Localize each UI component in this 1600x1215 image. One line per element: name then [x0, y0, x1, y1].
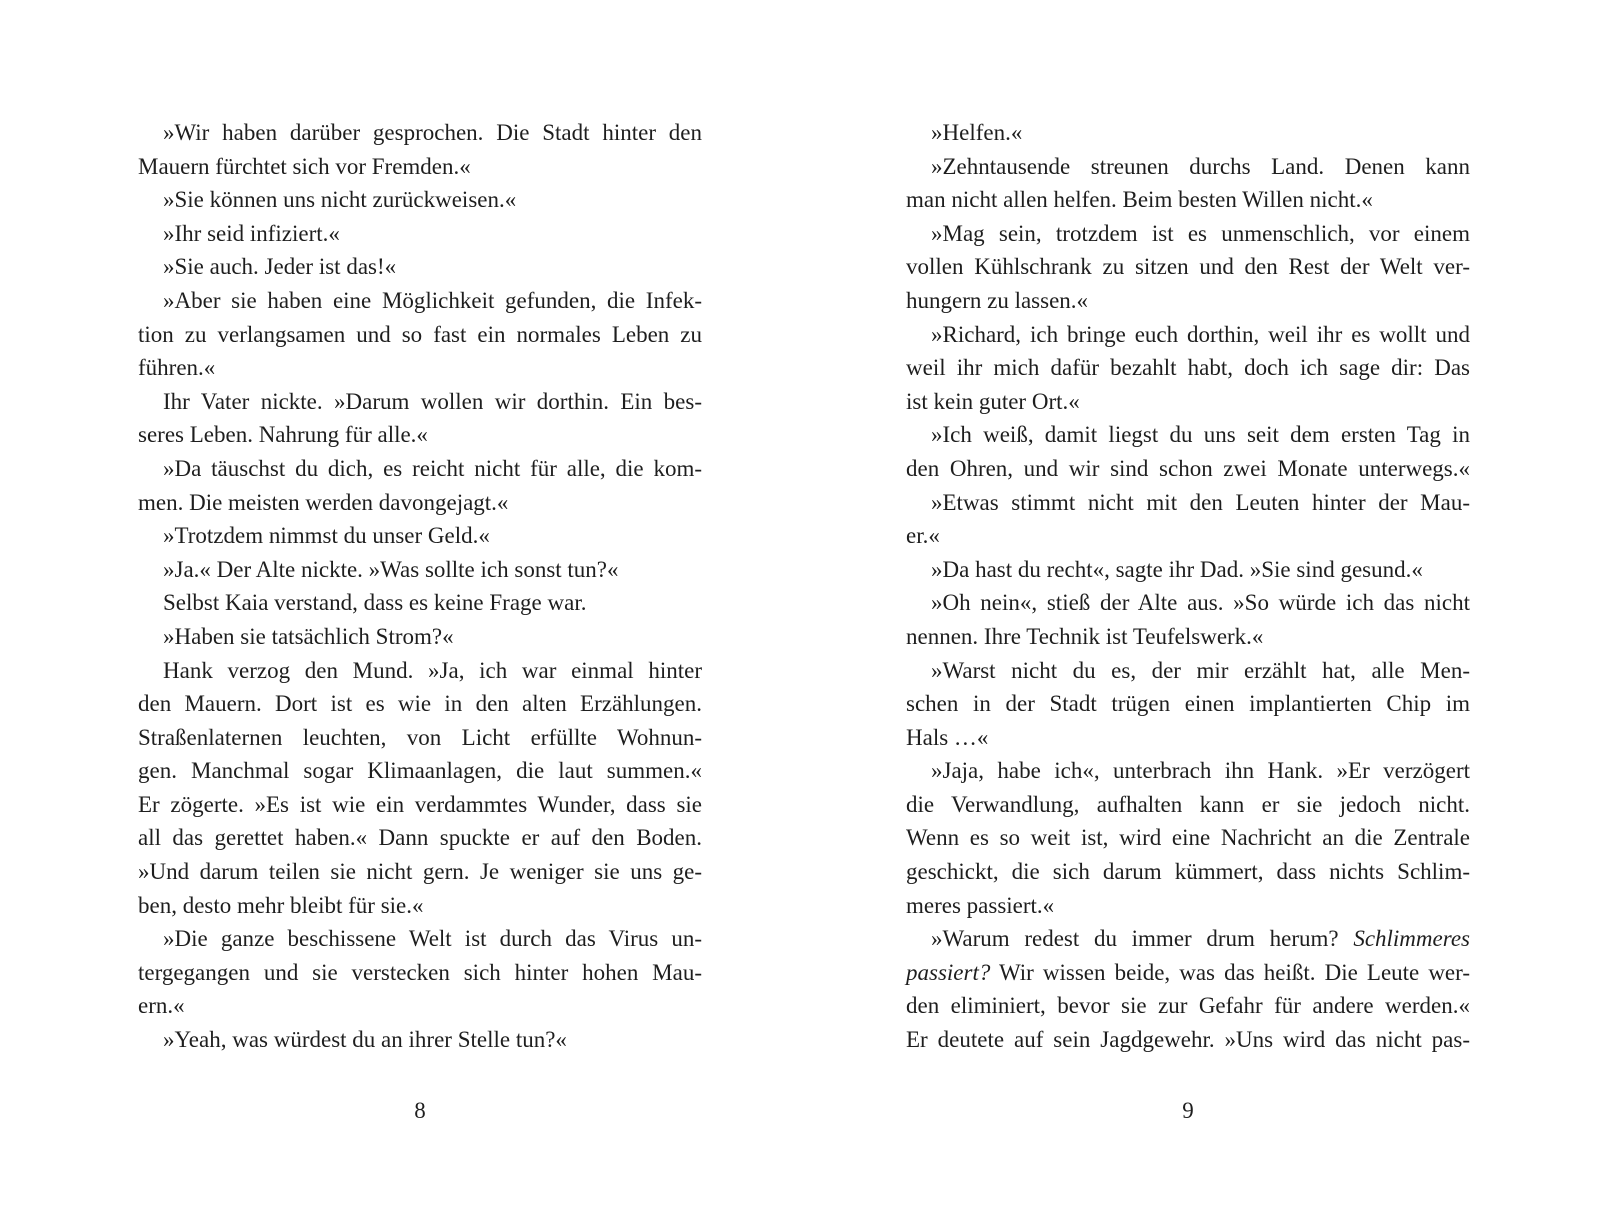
text-line — [138, 486, 702, 520]
line-text: die Verwandlung, aufhalten kann er sie jedoch nicht. — [906, 791, 1470, 817]
text-line — [906, 1023, 1470, 1057]
text-line — [138, 620, 702, 654]
text-line — [138, 183, 702, 217]
line-text: Er zögerte. »Es ist wie ein verdammtes Wunder, dass sie — [138, 791, 702, 817]
text-line — [906, 620, 1470, 654]
text-line — [138, 654, 702, 688]
text-line — [138, 418, 702, 452]
text-line — [138, 452, 702, 486]
line-text: den Ohren, und wir sind schon zwei Monate unterwegs.« — [906, 455, 1470, 481]
text-line — [138, 284, 702, 318]
line-text: ist kein guter Ort.« — [906, 388, 1080, 414]
line-text: Hank verzog den Mund. »Ja, ich war einmal hinter — [163, 657, 702, 683]
text-line — [138, 351, 702, 385]
text-line — [906, 553, 1470, 587]
line-text: »Trotzdem nimmst du unser Geld.« — [163, 523, 490, 549]
text-line — [906, 754, 1470, 788]
text-line — [906, 586, 1470, 620]
text-line — [906, 989, 1470, 1023]
line-text: Er deutete auf sein Jagdgewehr. »Uns wird das nicht pas- — [906, 1027, 1470, 1053]
text-line — [906, 721, 1470, 755]
text-line — [906, 519, 1470, 553]
line-text: nennen. Ihre Technik ist Teufelswerk.« — [906, 623, 1264, 649]
line-text: Wir wissen beide, was das heißt. Die Leute wer- — [990, 959, 1470, 985]
line-text: den Mauern. Dort ist es wie in den alten Erzählungen. — [138, 691, 702, 717]
line-text: »Haben sie tatsächlich Strom?« — [163, 623, 454, 649]
line-text: den eliminiert, bevor sie zur Gefahr für andere werden.« — [906, 993, 1470, 1019]
line-text: »Helfen.« — [931, 120, 1023, 145]
text-line — [906, 654, 1470, 688]
text-line — [906, 956, 1470, 990]
line-text: »Ich weiß, damit liegst du uns seit dem ersten Tag in — [931, 422, 1470, 448]
text-line — [906, 116, 1470, 150]
line-text: ern.« — [138, 993, 185, 1019]
line-text: gen. Manchmal sogar Klimaanlagen, die laut summen.« — [138, 758, 702, 784]
text-line — [138, 250, 702, 284]
text-line — [906, 250, 1470, 284]
line-text: »Sie können uns nicht zurückweisen.« — [163, 187, 517, 213]
right-page-text — [906, 116, 1470, 1057]
line-text: Selbst Kaia verstand, dass es keine Frage war. — [163, 590, 587, 616]
line-text: geschickt, die sich darum kümmert, dass nichts Schlim- — [906, 859, 1470, 885]
text-line — [906, 452, 1470, 486]
line-text: »Mag sein, trotzdem ist es unmenschlich, vor einem — [931, 220, 1470, 246]
text-line — [906, 788, 1470, 822]
line-text: »Zehntausende streunen durchs Land. Denen kann — [931, 153, 1470, 179]
text-line — [906, 486, 1470, 520]
line-text: »Oh nein«, stieß der Alte aus. »So würde ich das nicht — [931, 590, 1470, 616]
left-page-text — [138, 116, 702, 1057]
text-line — [138, 821, 702, 855]
line-text: weil ihr mich dafür bezahlt habt, doch ich sage dir: Das — [906, 355, 1470, 381]
italic-text: passiert? — [906, 959, 991, 985]
text-line — [906, 183, 1470, 217]
line-text: »Sie auch. Jeder ist das!« — [163, 254, 397, 280]
line-text: hungern zu lassen.« — [906, 287, 1089, 313]
page-number-right: 9 — [1182, 1098, 1194, 1123]
line-text: »Die ganze beschissene Welt ist durch das Virus un- — [163, 926, 702, 952]
text-line — [138, 956, 702, 990]
line-text: Ihr Vater nickte. »Darum wollen wir dorthin. Ein bes- — [163, 388, 702, 414]
line-text: Wenn es so weit ist, wird eine Nachricht an die Zentrale — [906, 825, 1470, 851]
text-line — [906, 855, 1470, 889]
text-line — [138, 217, 702, 251]
page-number-left: 8 — [414, 1098, 426, 1123]
line-text: »Warum redest du immer drum herum? — [931, 926, 1354, 952]
line-text: »Aber sie haben eine Möglichkeit gefunden, die Infek- — [163, 287, 702, 313]
text-line — [906, 217, 1470, 251]
text-line — [138, 922, 702, 956]
line-text: man nicht allen helfen. Beim besten Willen nicht.« — [906, 187, 1373, 213]
text-line — [906, 889, 1470, 923]
line-text: ben, desto mehr bleibt für sie.« — [138, 892, 424, 918]
text-line — [138, 788, 702, 822]
text-line — [906, 922, 1470, 956]
line-text: »Ja.« Der Alte nickte. »Was sollte ich sonst tun?« — [163, 556, 619, 582]
line-text: »Wir haben darüber gesprochen. Die Stadt hinter den — [163, 120, 702, 145]
text-line — [138, 553, 702, 587]
line-text: schen in der Stadt trügen einen implantierten Chip im — [906, 691, 1470, 717]
line-text: »Yeah, was würdest du an ihrer Stelle tun?« — [163, 1027, 567, 1053]
line-text: tion zu verlangsamen und so fast ein normales Leben zu — [138, 321, 702, 347]
text-line — [138, 687, 702, 721]
line-text: »Jaja, habe ich«, unterbrach ihn Hank. »Er verzögert — [931, 758, 1470, 784]
text-line — [138, 318, 702, 352]
text-line — [138, 889, 702, 923]
text-line — [138, 989, 702, 1023]
text-line — [906, 385, 1470, 419]
line-text: er.« — [906, 523, 940, 549]
text-line — [906, 351, 1470, 385]
text-line — [138, 721, 702, 755]
text-line — [138, 855, 702, 889]
text-line — [138, 116, 702, 150]
text-line — [906, 318, 1470, 352]
text-line — [138, 1023, 702, 1057]
text-line — [138, 586, 702, 620]
line-text: »Richard, ich bringe euch dorthin, weil ihr es wollt und — [931, 321, 1470, 347]
text-line — [906, 418, 1470, 452]
line-text: »Etwas stimmt nicht mit den Leuten hinter der Mau- — [931, 489, 1470, 515]
line-text: tergegangen und sie verstecken sich hinter hohen Mau- — [138, 959, 702, 985]
line-text: all das gerettet haben.« Dann spuckte er auf den Boden. — [138, 825, 702, 851]
text-line — [138, 754, 702, 788]
text-line — [138, 519, 702, 553]
text-line — [906, 687, 1470, 721]
line-text: »Ihr seid infiziert.« — [163, 220, 340, 246]
text-line — [906, 284, 1470, 318]
line-text: Straßenlaternen leuchten, von Licht erfüllte Wohnun- — [138, 724, 702, 750]
text-line — [138, 385, 702, 419]
line-text: »Da täuschst du dich, es reicht nicht für alle, die kom- — [163, 455, 702, 481]
line-text: vollen Kühlschrank zu sitzen und den Rest der Welt ver- — [906, 254, 1470, 280]
line-text: führen.« — [138, 355, 216, 381]
line-text: seres Leben. Nahrung für alle.« — [138, 422, 428, 448]
line-text: »Und darum teilen sie nicht gern. Je weniger sie uns ge- — [138, 859, 702, 885]
text-line — [906, 821, 1470, 855]
line-text: Mauern fürchtet sich vor Fremden.« — [138, 153, 471, 179]
italic-text: Schlimmeres — [1353, 926, 1470, 952]
line-text: Hals …« — [906, 724, 989, 750]
text-line — [138, 150, 702, 184]
line-text: »Da hast du recht«, sagte ihr Dad. »Sie sind gesund.« — [931, 556, 1423, 582]
text-line — [906, 150, 1470, 184]
line-text: meres passiert.« — [906, 892, 1055, 918]
line-text: men. Die meisten werden davongejagt.« — [138, 489, 509, 515]
line-text: »Warst nicht du es, der mir erzählt hat, alle Men- — [931, 657, 1470, 683]
